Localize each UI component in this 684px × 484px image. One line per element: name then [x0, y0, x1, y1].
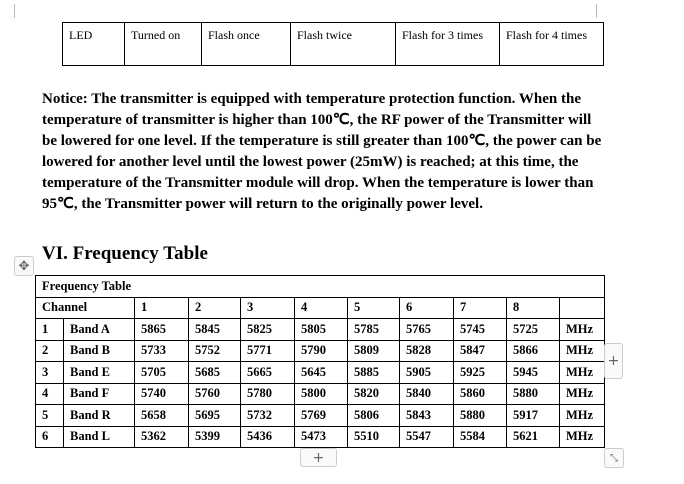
frequency-value: 5760	[189, 383, 241, 405]
band-name: Band A	[64, 319, 135, 341]
frequency-value: 5771	[241, 340, 295, 362]
frequency-table	[35, 275, 605, 448]
frequency-value: 5765	[400, 319, 454, 341]
frequency-value: 5806	[348, 405, 400, 427]
frequency-value: 5805	[295, 319, 348, 341]
channel-number: 1	[36, 319, 64, 341]
add-row-button[interactable]: +	[300, 448, 337, 467]
column-header: 6	[400, 297, 454, 319]
unit-label: MHz	[560, 319, 605, 341]
unit-label: MHz	[560, 426, 605, 448]
table-resize-handle-icon[interactable]: ⤡	[604, 448, 624, 468]
column-header: 5	[348, 297, 400, 319]
table-row	[36, 426, 605, 448]
frequency-value: 5843	[400, 405, 454, 427]
table-move-handle-icon[interactable]: ✥	[14, 256, 34, 276]
frequency-value: 5847	[454, 340, 507, 362]
frequency-value: 5845	[189, 319, 241, 341]
unit-label: MHz	[560, 340, 605, 362]
frequency-value: 5880	[507, 383, 560, 405]
frequency-value: 5752	[189, 340, 241, 362]
frequency-value: 5695	[189, 405, 241, 427]
frequency-value: 5828	[400, 340, 454, 362]
frequency-value: 5658	[135, 405, 189, 427]
unit-header	[560, 297, 605, 319]
frequency-value: 5399	[189, 426, 241, 448]
frequency-value: 5547	[400, 426, 454, 448]
frequency-value: 5725	[507, 319, 560, 341]
frequency-value: 5880	[454, 405, 507, 427]
frequency-value: 5820	[348, 383, 400, 405]
frequency-value: 5800	[295, 383, 348, 405]
column-header: 4	[295, 297, 348, 319]
page-corner-mark	[14, 4, 15, 18]
frequency-value: 5840	[400, 383, 454, 405]
frequency-value: 5473	[295, 426, 348, 448]
table-row	[36, 405, 605, 427]
band-name: Band B	[64, 340, 135, 362]
notice-paragraph: Notice: The transmitter is equipped with temperature protection function. When the temperature of transmitter is higher than 100℃, the RF power of the Transmitter will be lowered for one level. If the temperature is still greater than 100℃, the power can be lowered for another level until the lowest power (25mW) is reached; at this time, the temperature of the Transmitter module will drop. When the temperature is lower than 95℃, the Transmitter power will return to the originally power level.	[42, 91, 602, 212]
led-cell: Flash for 4 times	[500, 23, 604, 66]
band-name: Band F	[64, 383, 135, 405]
frequency-value: 5780	[241, 383, 295, 405]
frequency-value: 5905	[400, 362, 454, 384]
frequency-value: 5584	[454, 426, 507, 448]
unit-label: MHz	[560, 383, 605, 405]
channel-number: 4	[36, 383, 64, 405]
column-header: 3	[241, 297, 295, 319]
unit-label: MHz	[560, 362, 605, 384]
frequency-value: 5685	[189, 362, 241, 384]
channel-number: 2	[36, 340, 64, 362]
table-row	[36, 340, 605, 362]
frequency-value: 5705	[135, 362, 189, 384]
channel-header: Channel	[36, 297, 135, 319]
column-header: 8	[507, 297, 560, 319]
column-header: 1	[135, 297, 189, 319]
table-row	[36, 383, 605, 405]
channel-number: 5	[36, 405, 64, 427]
band-name: Band E	[64, 362, 135, 384]
column-header: 2	[189, 297, 241, 319]
frequency-value: 5733	[135, 340, 189, 362]
band-name: Band R	[64, 405, 135, 427]
frequency-value: 5745	[454, 319, 507, 341]
frequency-value: 5917	[507, 405, 560, 427]
frequency-value: 5865	[135, 319, 189, 341]
frequency-value: 5732	[241, 405, 295, 427]
frequency-value: 5740	[135, 383, 189, 405]
led-cell: LED	[63, 23, 125, 66]
table-row	[36, 319, 605, 341]
page-corner-mark	[596, 4, 597, 18]
frequency-value: 5510	[348, 426, 400, 448]
frequency-value: 5621	[507, 426, 560, 448]
column-header: 7	[454, 297, 507, 319]
led-table	[62, 22, 604, 66]
frequency-value: 5860	[454, 383, 507, 405]
frequency-value: 5885	[348, 362, 400, 384]
frequency-value: 5645	[295, 362, 348, 384]
frequency-value: 5436	[241, 426, 295, 448]
led-cell: Flash once	[202, 23, 291, 66]
unit-label: MHz	[560, 405, 605, 427]
led-cell: Flash twice	[291, 23, 396, 66]
channel-number: 3	[36, 362, 64, 384]
frequency-value: 5925	[454, 362, 507, 384]
section-heading: VI. Frequency Table	[42, 243, 208, 264]
band-name: Band L	[64, 426, 135, 448]
table-row	[36, 362, 605, 384]
frequency-value: 5790	[295, 340, 348, 362]
table-title: Frequency Table	[36, 276, 605, 298]
frequency-value: 5785	[348, 319, 400, 341]
frequency-value: 5665	[241, 362, 295, 384]
frequency-value: 5769	[295, 405, 348, 427]
frequency-value: 5809	[348, 340, 400, 362]
led-cell: Flash for 3 times	[396, 23, 500, 66]
frequency-value: 5362	[135, 426, 189, 448]
led-cell: Turned on	[125, 23, 202, 66]
frequency-value: 5866	[507, 340, 560, 362]
add-column-button[interactable]: +	[604, 343, 623, 379]
channel-number: 6	[36, 426, 64, 448]
frequency-value: 5825	[241, 319, 295, 341]
frequency-value: 5945	[507, 362, 560, 384]
